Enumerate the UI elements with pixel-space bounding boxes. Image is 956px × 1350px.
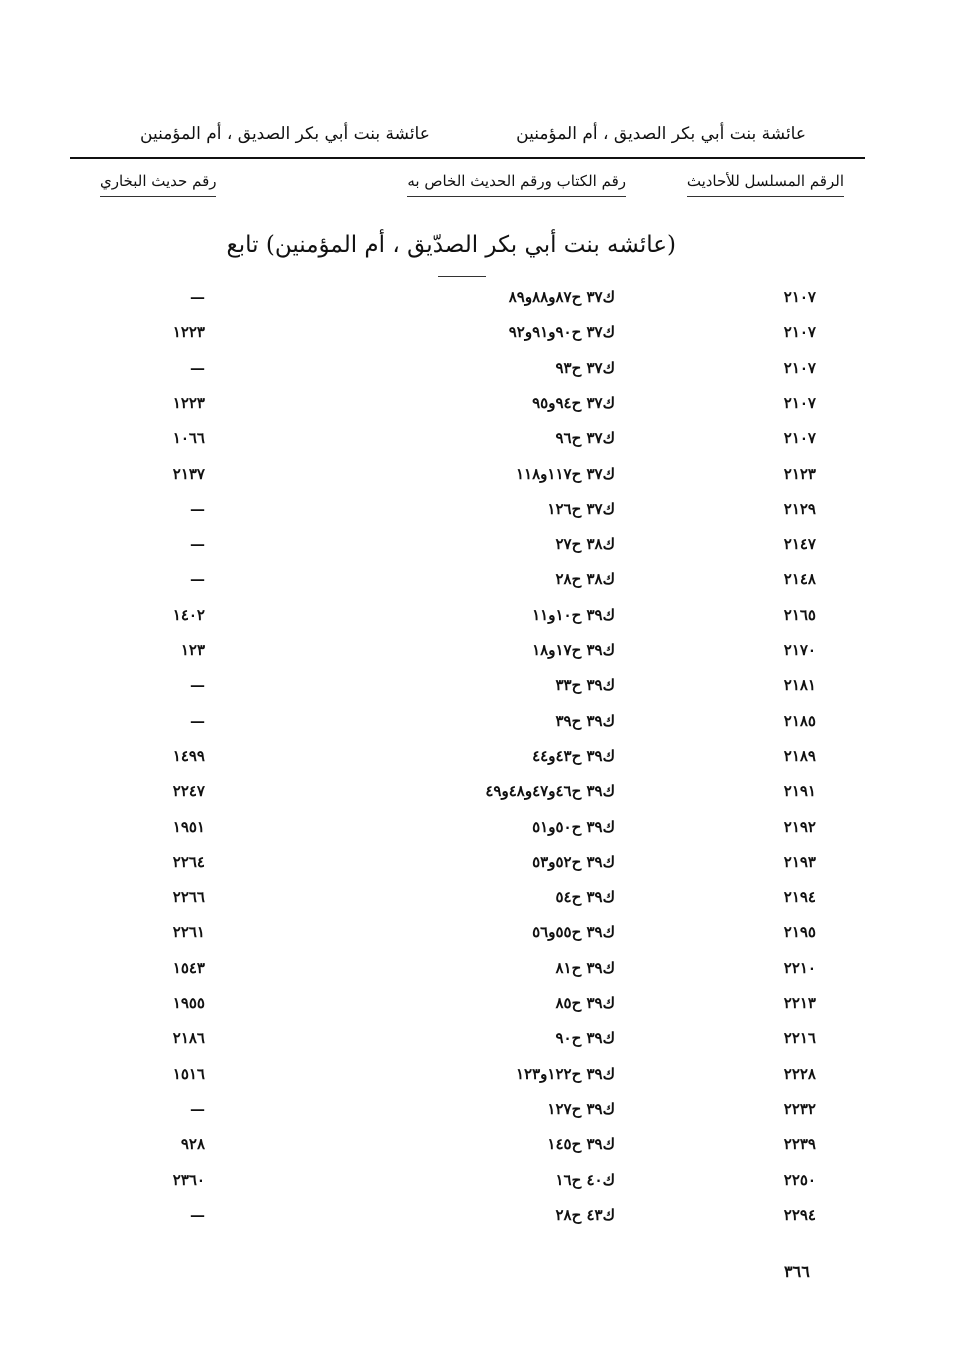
book-hadith-reference: ك٣٩ ح٥٠و٥١	[532, 817, 615, 836]
table-row	[0, 747, 956, 777]
table-row	[0, 641, 956, 671]
table-row	[0, 712, 956, 742]
table-row	[0, 676, 956, 706]
table-row	[0, 394, 956, 424]
running-header-right: عائشة بنت أبي بكر الصديق ، أم المؤمنين	[516, 124, 806, 144]
bukhari-number: ١٥٤٣	[172, 958, 205, 977]
table-row	[0, 429, 956, 459]
table-row	[0, 994, 956, 1024]
bukhari-number: ٢٢٤٧	[172, 782, 205, 801]
table-row	[0, 1206, 956, 1236]
bukhari-number: ١٢٣	[180, 641, 205, 659]
serial-number: ٢٢٢٨	[783, 1064, 816, 1083]
header-rule	[70, 157, 865, 159]
book-hadith-reference: ك٣٩ ح٩٠	[555, 1029, 615, 1048]
book-hadith-reference: ك٣٧ ح٩٦	[555, 429, 615, 448]
book-hadith-reference: ك٣٩ ح١٧و١٨	[532, 641, 615, 659]
bukhari-number: —	[190, 535, 205, 554]
column-header-serial: الرقم المسلسل للأحاديث	[687, 172, 844, 197]
bukhari-number: ٢٣٦٠	[172, 1170, 205, 1189]
table-row	[0, 465, 956, 495]
serial-number: ٢٢٩٤	[783, 1205, 816, 1224]
bukhari-number: ٢١٨٦	[172, 1029, 205, 1048]
serial-number: ٢١٩٢	[783, 817, 816, 836]
book-hadith-reference: ك٣٧ ح٩٣	[555, 358, 615, 377]
serial-number: ٢١٠٧	[783, 358, 816, 377]
book-hadith-reference: ك٣٩ ح٨١	[555, 958, 615, 977]
book-hadith-reference: ك٣٩ ح١٢٧	[547, 1099, 615, 1118]
serial-number: ٢١٨٩	[783, 746, 816, 765]
book-hadith-reference: ك٣٨ ح٢٧	[555, 535, 615, 554]
column-header-bukhari: رقم حديث البخاري	[100, 172, 216, 197]
book-hadith-reference: ك٣٩ ح١٤٥	[547, 1135, 615, 1154]
book-hadith-reference: ك٤٠ ح١٦	[555, 1170, 615, 1189]
book-hadith-reference: ك٣٩ ح١٢٢و١٢٣	[516, 1064, 615, 1083]
serial-number: ٢١٨١	[783, 676, 816, 695]
bukhari-number: ٢٢٦١	[172, 923, 205, 942]
bukhari-number: ١٩٥٥	[172, 994, 205, 1012]
book-hadith-reference: ك٣٧ ح٩٤و٩٥	[532, 393, 615, 412]
table-row	[0, 1029, 956, 1059]
bukhari-number: ٢٢٦٦	[172, 888, 205, 907]
serial-number: ٢٢١٠	[783, 958, 816, 977]
book-hadith-reference: ك٤٣ ح٢٨	[555, 1205, 615, 1224]
bukhari-number: ١٢٢٣	[172, 323, 205, 342]
bukhari-number: ١٠٦٦	[172, 429, 205, 448]
book-hadith-reference: ك٣٧ ح٨٧و٨٨و٨٩	[508, 288, 615, 306]
serial-number: ٢١٤٨	[783, 570, 816, 589]
serial-number: ٢١٠٧	[783, 393, 816, 412]
bukhari-number: ٢٢٦٤	[172, 852, 205, 871]
serial-number: ٢١٢٩	[783, 499, 816, 518]
table-row	[0, 288, 956, 318]
table-row	[0, 500, 956, 530]
serial-number: ٢١٧٠	[783, 641, 816, 659]
table-row	[0, 853, 956, 883]
serial-number: ٢٢٥٠	[783, 1170, 816, 1189]
book-hadith-reference: ك٣٨ ح٢٨	[555, 570, 615, 589]
serial-number: ٢١٩٥	[783, 923, 816, 942]
bukhari-number: —	[190, 1099, 205, 1118]
table-row	[0, 923, 956, 953]
bukhari-number: —	[190, 499, 205, 518]
bukhari-number: —	[190, 711, 205, 730]
book-hadith-reference: ك٣٩ ح٥٤	[555, 888, 615, 907]
serial-number: ٢٢١٣	[783, 994, 816, 1012]
bukhari-number: —	[190, 288, 205, 306]
serial-number: ٢٢١٦	[783, 1029, 816, 1048]
table-row	[0, 818, 956, 848]
book-hadith-reference: ك٣٩ ح٨٥	[555, 994, 615, 1012]
bukhari-number: ١٤٩٩	[172, 746, 205, 765]
table-row	[0, 1065, 956, 1095]
serial-number: ٢١٩٣	[783, 852, 816, 871]
table-row	[0, 1135, 956, 1165]
serial-number: ٢١٠٧	[783, 288, 816, 306]
page-number: ٣٦٦	[784, 1262, 810, 1281]
table-row	[0, 1171, 956, 1201]
serial-number: ٢١٦٥	[783, 605, 816, 624]
book-hadith-reference: ك٣٧ ح١١٧و١١٨	[516, 464, 615, 483]
bukhari-number: ٩٢٨	[180, 1135, 205, 1154]
bukhari-number: ١٢٢٣	[172, 393, 205, 412]
serial-number: ٢٢٣٢	[783, 1099, 816, 1118]
bukhari-number: ٢١٣٧	[172, 464, 205, 483]
table-row	[0, 959, 956, 989]
bukhari-number: ١٩٥١	[172, 817, 205, 836]
book-hadith-reference: ك٣٩ ح٣٣	[555, 676, 615, 695]
table-row	[0, 570, 956, 600]
table-row	[0, 359, 956, 389]
serial-number: ٢١٩١	[783, 782, 816, 801]
book-hadith-reference: ك٣٩ ح٥٢و٥٣	[532, 852, 615, 871]
table-row	[0, 535, 956, 565]
bukhari-number: —	[190, 570, 205, 589]
table-row	[0, 606, 956, 636]
book-hadith-reference: ك٣٩ ح٤٣و٤٤	[532, 746, 615, 765]
title-underline	[438, 276, 486, 277]
table-row	[0, 782, 956, 812]
table-row	[0, 888, 956, 918]
serial-number: ٢٢٣٩	[783, 1135, 816, 1154]
book-hadith-reference: ك٣٩ ح٣٩	[555, 711, 615, 730]
serial-number: ٢١٩٤	[783, 888, 816, 907]
bukhari-number: —	[190, 676, 205, 695]
serial-number: ٢١٠٧	[783, 323, 816, 342]
bukhari-number: —	[190, 358, 205, 377]
serial-number: ٢١٤٧	[783, 535, 816, 554]
serial-number: ٢١٨٥	[783, 711, 816, 730]
section-title: (عائشه بنت أبي بكر الصدّيق ، أم المؤمنين) تابع	[226, 232, 676, 258]
book-hadith-reference: ك٣٩ ح٥٥و٥٦	[532, 923, 615, 942]
serial-number: ٢١٠٧	[783, 429, 816, 448]
book-hadith-reference: ك٣٩ ح٤٦و٤٧و٤٨و٤٩	[485, 782, 615, 801]
book-hadith-reference: ك٣٩ ح١٠و١١	[532, 605, 615, 624]
book-hadith-reference: ك٣٧ ح٩٠و٩١و٩٢	[508, 323, 615, 342]
table-row	[0, 323, 956, 353]
bukhari-number: ١٤٠٢	[172, 605, 205, 624]
book-hadith-reference: ك٣٧ ح١٢٦	[547, 499, 615, 518]
bukhari-number: —	[190, 1205, 205, 1224]
table-row	[0, 1100, 956, 1130]
bukhari-number: ١٥١٦	[172, 1064, 205, 1083]
running-header-left: عائشة بنت أبي بكر الصديق ، أم المؤمنين	[140, 124, 430, 144]
serial-number: ٢١٢٣	[783, 464, 816, 483]
column-header-reference: رقم الكتاب ورقم الحديث الخاص به	[407, 172, 626, 197]
